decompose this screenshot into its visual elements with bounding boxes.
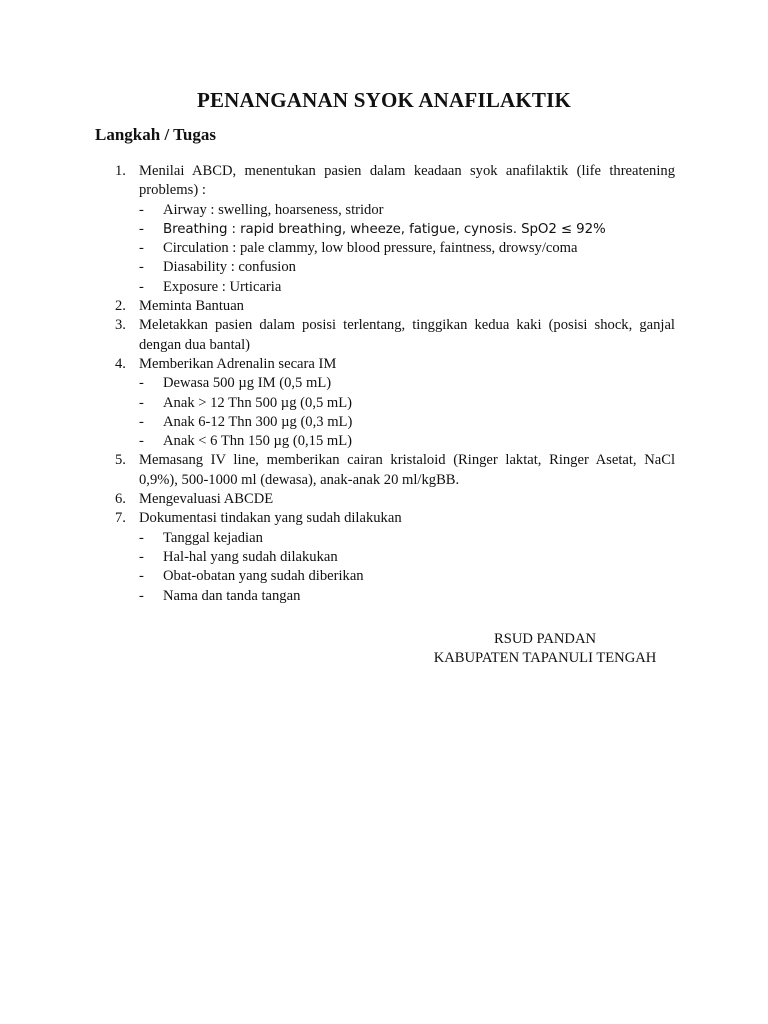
step-number-container [0,355,139,374]
step-number-container [0,509,139,528]
list-item [0,316,768,355]
sub-item: - Diasability : confusion [0,258,768,277]
step-number-container [0,451,139,470]
step-text: Meletakkan pasien dalam posisi terlentang, tinggikan kedua kaki (posisi shock, ganjal dengan dua bantal) [139,317,675,353]
signature-regency: KABUPATEN TAPANULI TENGAH [433,650,657,667]
sub-item: - Exposure : Urticaria [0,278,768,297]
step-text: Meminta Bantuan [139,298,244,315]
sub-item-text: Dewasa 500 µg IM (0,5 mL) [163,375,332,392]
step-text: Memasang IV line, memberikan cairan kristaloid (Ringer laktat, Ringer Asetat, NaCl 0,9%), 500-1000 ml (dewasa), anak-anak 20 ml/kgBB. [139,452,675,488]
sub-item-text: Circulation : pale clammy, low blood pressure, faintness, drowsy/coma [163,240,578,257]
step-number-container [0,162,139,181]
document-title: PENANGANAN SYOK ANAFILAKTIK [196,88,572,112]
list-item [0,490,768,509]
sub-item-text: Anak < 6 Thn 150 µg (0,15 mL) [163,433,353,450]
sub-item: - Tanggal kejadian [0,529,768,548]
sub-item-text: Anak 6-12 Thn 300 µg (0,3 mL) [163,413,353,430]
step-text: Menilai ABCD, menentukan pasien dalam keadaan syok anafilaktik (life threatening problems) : [139,163,675,199]
sub-item: - Dewasa 500 µg IM (0,5 mL) [0,374,768,393]
sub-item-text: Diasability : confusion [163,259,296,276]
list-item [0,355,768,374]
sub-item-text: Exposure : Urticaria [163,278,282,295]
sub-item-text: Obat-obatan yang sudah diberikan [163,568,364,585]
steps-list [0,162,768,606]
step-number-container [0,297,139,316]
sub-item-text: Hal-hal yang sudah dilakukan [163,548,338,565]
sub-item: - Hal-hal yang sudah dilakukan [0,548,768,567]
sub-item-text: Airway : swelling, hoarseness, stridor [163,201,384,218]
step-text: Dokumentasi tindakan yang sudah dilakukan [139,510,402,527]
step-text: Memberikan Adrenalin secara IM [139,355,337,372]
step-number: 6. [115,491,126,508]
step-number-container [0,316,139,335]
step-number: 7. [115,510,126,527]
signature-block [420,630,670,669]
step-number: 2. [115,298,126,315]
signature-hospital: RSUD PANDAN [493,631,597,647]
sub-item-text: Anak > 12 Thn 500 µg (0,5 mL) [163,394,353,411]
step-text: Mengevaluasi ABCDE [139,491,274,508]
sub-item: - Anak < 6 Thn 150 µg (0,15 mL) [0,432,768,451]
sub-item: - Anak > 12 Thn 500 µg (0,5 mL) [0,394,768,413]
list-item [0,451,768,490]
list-item [0,297,768,316]
sub-item: - Anak 6-12 Thn 300 µg (0,3 mL) [0,413,768,432]
step-number: 1. [115,163,126,179]
sub-item-text: Nama dan tanda tangan [163,587,301,604]
sub-item: - Circulation : pale clammy, low blood pressure, faintness, drowsy/coma [0,239,768,258]
sub-item: - Breathing : rapid breathing, wheeze, fatigue, cynosis. SpO2 ≤ 92% [0,220,768,239]
section-heading: Langkah / Tugas [95,125,216,144]
sub-item-text: Tanggal kejadian [163,529,263,546]
step-number: 3. [115,317,126,334]
step-number: 4. [115,355,126,372]
sub-item: - Airway : swelling, hoarseness, stridor [0,201,768,220]
list-item [0,509,768,528]
sub-item-text: Breathing : rapid breathing, wheeze, fatigue, cynosis. SpO2 ≤ 92% [163,221,606,237]
sub-item: - Obat-obatan yang sudah diberikan [0,567,768,586]
sub-item: - Nama dan tanda tangan [0,587,768,606]
step-number-container [0,490,139,509]
list-item [0,162,768,201]
step-number: 5. [115,452,126,469]
